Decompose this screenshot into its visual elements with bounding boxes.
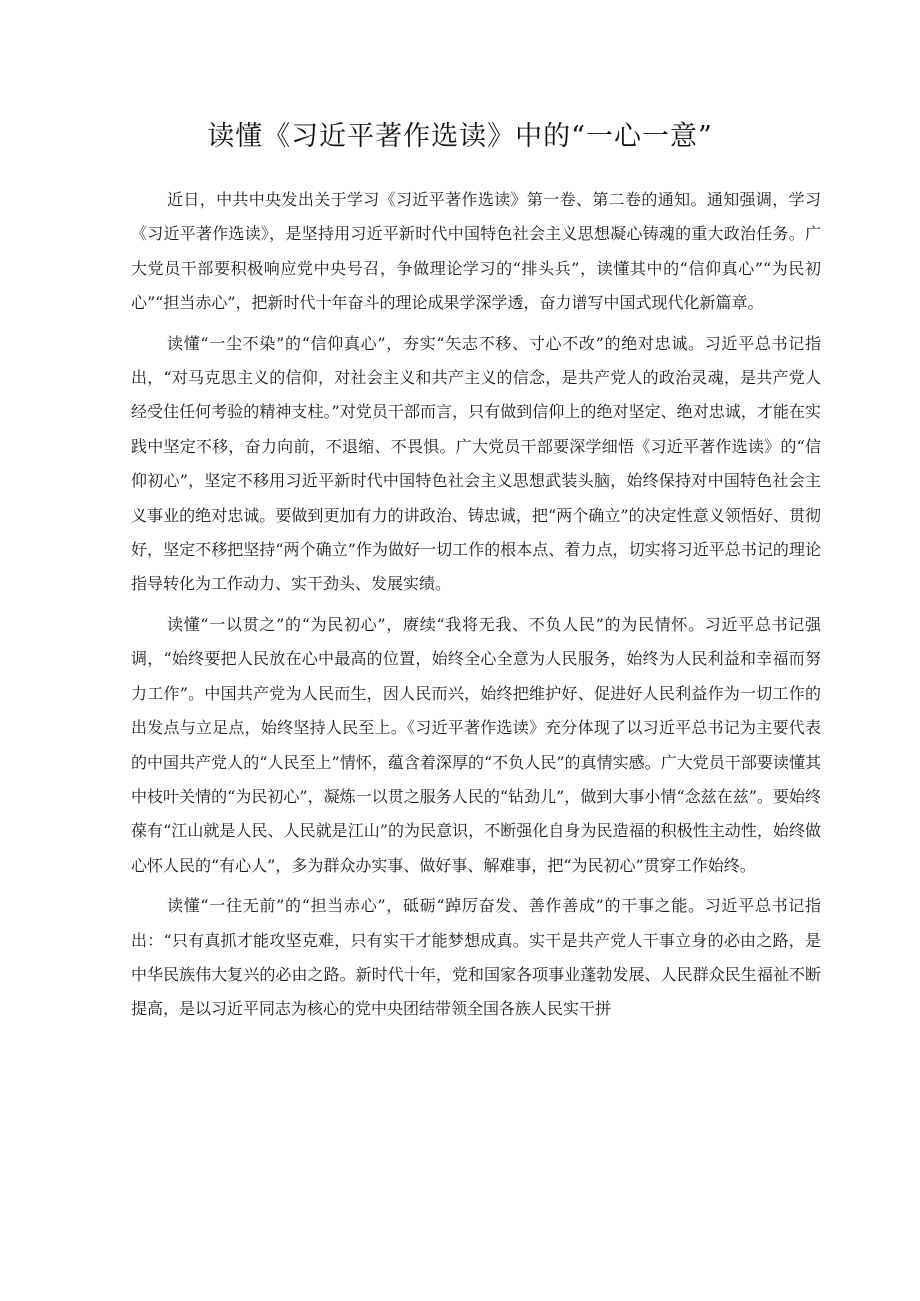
document-body [131,183,821,1033]
paragraph: 近日，中共中央发出关于学习《习近平著作选读》第一卷、第二卷的通知。通知强调，学习《习近平著作选读》，是坚持用习近平新时代中国特色社会主义思想凝心铸魂的重大政治任务。广大党员干部要积极响应党中央号召，争做理论学习的“排头兵”，读懂其中的“信仰真心”“为民初心”“担当赤心”，把新时代十年奋斗的理论成果学深学透，奋力谱写中国式现代化新篇章。 [131,190,821,313]
paragraph: 读懂“一往无前”的“担当赤心”，砥砺“踔厉奋发、善作善成”的干事之能。习近平总书记指出：“只有真抓才能攻坚克难，只有实干才能梦想成真。实干是共产党人干事立身的必由之路，是中华民族伟大复兴的必由之路。新时代十年，党和国家各项事业蓬勃发展、人民群众民生福祉不断提高，是以习近平同志为核心的党中央团结带领全国各族人民实干拼 [131,896,821,1019]
paragraph: 读懂“一尘不染”的“信仰真心”，夯实“矢志不移、寸心不改”的绝对忠诚。习近平总书记指出，“对马克思主义的信仰，对社会主义和共产主义的信念，是共产党人的政治灵魂，是共产党人经受住任何考验的精神支柱。”对党员干部而言，只有做到信仰上的绝对坚定、绝对忠诚，才能在实践中坚定不移，奋力向前，不退缩、不畏惧。广大党员干部要深学细悟《习近平著作选读》的“信仰初心”，坚定不移用习近平新时代中国特色社会主义思想武装头脑，始终保持对中国特色社会主义事业的绝对忠诚。要做到更加有力的讲政治、铸忠诚，把“两个确立”的决定性意义领悟好、贯彻好，坚定不移把坚持“两个确立”作为做好一切工作的根本点、着力点，切实将习近平总书记的理论指导转化为工作动力、实干劲头、发展实绩。 [131,333,821,594]
paragraph: 读懂“一以贯之”的“为民初心”，赓续“我将无我、不负人民”的为民情怀。习近平总书记强调，“始终要把人民放在心中最高的位置，始终全心全意为人民服务，始终为人民利益和幸福而努力工作”。中国共产党为人民而生，因人民而兴，始终把维护好、促进好人民利益作为一切工作的出发点与立足点，始终坚持人民至上。《习近平著作选读》充分体现了以习近平总书记为主要代表的中国共产党人的“人民至上”情怀，蕴含着深厚的“不负人民”的真情实感。广大党员干部要读懂其中枝叶关情的“为民初心”，凝炼一以贯之服务人民的“钻劲儿”，做到大事小情“念兹在兹”。要始终葆有“江山就是人民、人民就是江山”的为民意识，不断强化自身为民造福的积极性主动性，始终做心怀人民的“有心人”，多为群众办实事、做好事、解难事，把“为民初心”贯穿工作始终。 [131,614,821,875]
document-title: 读懂《习近平著作选读》中的“一心一意” [207,121,713,152]
